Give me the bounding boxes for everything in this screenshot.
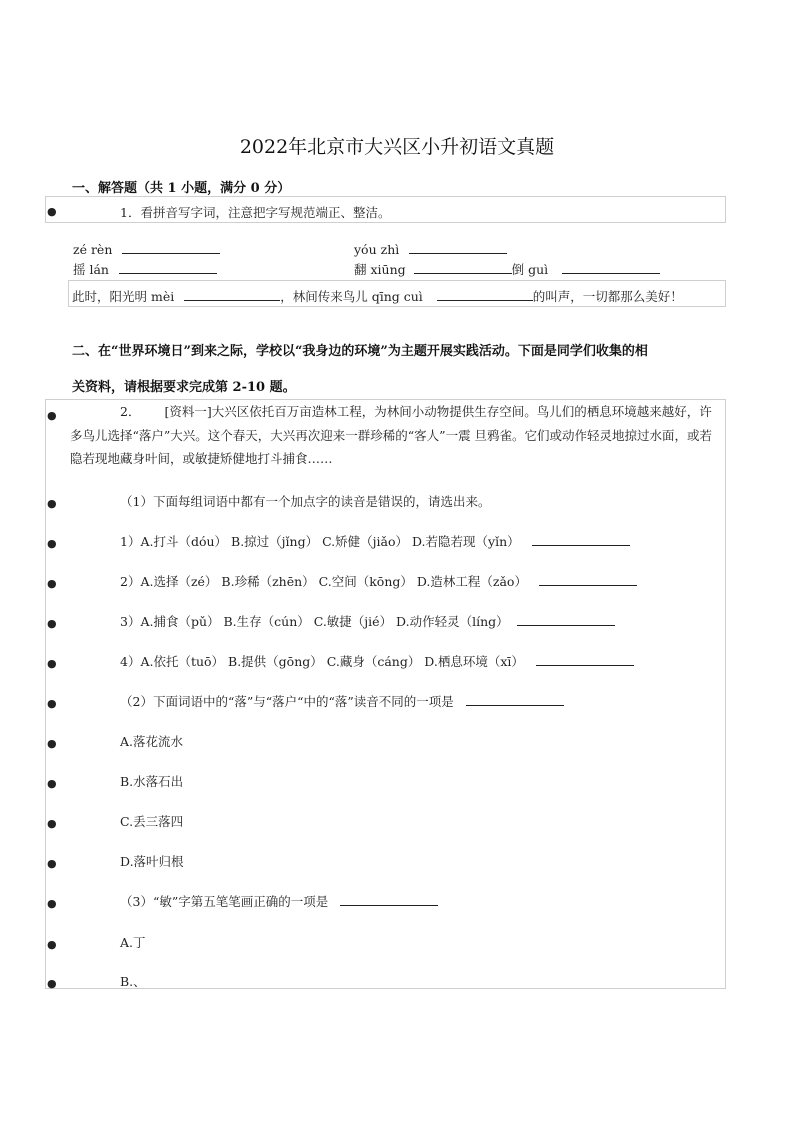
answer-blank[interactable] xyxy=(539,573,637,586)
bullet: ● xyxy=(47,897,57,910)
material-paragraph: 2． [资料一]大兴区依托百万亩造林工程，为林间小动物提供生存空间。鸟儿们的栖息环境越来越好，许多鸟儿选择“落户”大兴。这个春天，大兴再次迎来一群珍稀的“客人”一震 旦鸦雀。它们或动作轻灵地掠过水面，或若隐若现地藏身叶间，或敏捷矫健地打斗捕食…… xyxy=(70,404,713,466)
choice-d: D.落叶归根 xyxy=(120,854,184,869)
stroke-choice-b: B.、 xyxy=(120,974,146,989)
bullet: ● xyxy=(47,817,57,830)
pinyin-yaolan: 摇 lán xyxy=(73,260,217,278)
pinyin-youzhi: yóu zhì xyxy=(354,241,507,257)
bullet: ● xyxy=(47,497,57,510)
choice-b: B.水落石出 xyxy=(120,774,184,789)
answer-blank[interactable] xyxy=(414,261,512,274)
answer-blank[interactable] xyxy=(517,613,615,626)
bullet: ● xyxy=(47,617,57,630)
bullet: ● xyxy=(47,857,57,870)
section-2-header-line1: 二、在“世界环境日”到来之际，学校以“我身边的环境”为主题开展实践活动。下面是同学们收集的相 xyxy=(72,344,648,359)
stroke-choice-a: A.丁 xyxy=(120,935,146,950)
sentence-line: 此时，阳光明 mèi ，林间传来鸟儿 qīng cuì 的叫声，一切都那么美好！ xyxy=(72,289,683,304)
bullet: ● xyxy=(47,977,57,990)
option-row-3: 3）A.捕食（pǔ） B.生存（cún） C.敏捷（jié） D.动作轻灵（líng） xyxy=(120,612,615,630)
answer-blank[interactable] xyxy=(466,693,564,706)
answer-blank[interactable] xyxy=(409,241,507,254)
answer-blank[interactable] xyxy=(532,533,630,546)
bullet: ● xyxy=(47,205,57,218)
choice-a: A.落花流水 xyxy=(120,734,184,749)
bullet: ● xyxy=(47,577,57,590)
bullet: ● xyxy=(47,697,57,710)
answer-blank[interactable] xyxy=(562,261,660,274)
bullet: ● xyxy=(47,409,57,422)
option-row-4: 4）A.依托（tuō） B.提供（gōng） C.藏身（cáng） D.栖息环境（xī） xyxy=(120,652,634,670)
bullet: ● xyxy=(47,938,57,951)
bullet: ● xyxy=(47,777,57,790)
page-title: 2022年北京市大兴区小升初语文真题 xyxy=(239,136,555,158)
answer-blank[interactable] xyxy=(437,288,533,301)
choice-c: C.丢三落四 xyxy=(120,814,184,829)
section-2-header-line2: 关资料，请根据要求完成第 2-10 题。 xyxy=(72,380,296,395)
bullet: ● xyxy=(47,657,57,670)
pinyin-fanxiung: 翻 xiūng 倒 guì xyxy=(354,260,660,278)
option-row-2: 2）A.选择（zé） B.珍稀（zhēn） C.空间（kōng） D.造林工程（zǎo） xyxy=(120,572,637,590)
answer-blank[interactable] xyxy=(184,288,280,301)
answer-blank[interactable] xyxy=(122,241,220,254)
sub-question-2: （2）下面词语中的“落”与“落户“中的“落”读音不同的一项是 xyxy=(120,692,564,710)
answer-blank[interactable] xyxy=(119,261,217,274)
sub-question-1: （1）下面每组词语中都有一个加点字的读音是错误的，请选出来。 xyxy=(120,494,491,509)
pinyin-zeren: zé rèn xyxy=(73,241,220,257)
sub-question-3: （3）“敏”字第五笔笔画正确的一项是 xyxy=(120,892,438,910)
option-row-1: 1）A.打斗（dóu） B.掠过（jǐng） C.矫健（jiǎo） D.若隐若现（yǐn） xyxy=(120,532,630,550)
question-1-text: 1．看拼音写字词，注意把字写规范端正、整洁。 xyxy=(120,205,391,220)
section-1-header: 一、解答题（共 1 小题，满分 0 分） xyxy=(72,181,291,196)
answer-blank[interactable] xyxy=(536,653,634,666)
bullet: ● xyxy=(47,537,57,550)
bullet: ● xyxy=(47,737,57,750)
answer-blank[interactable] xyxy=(340,893,438,906)
